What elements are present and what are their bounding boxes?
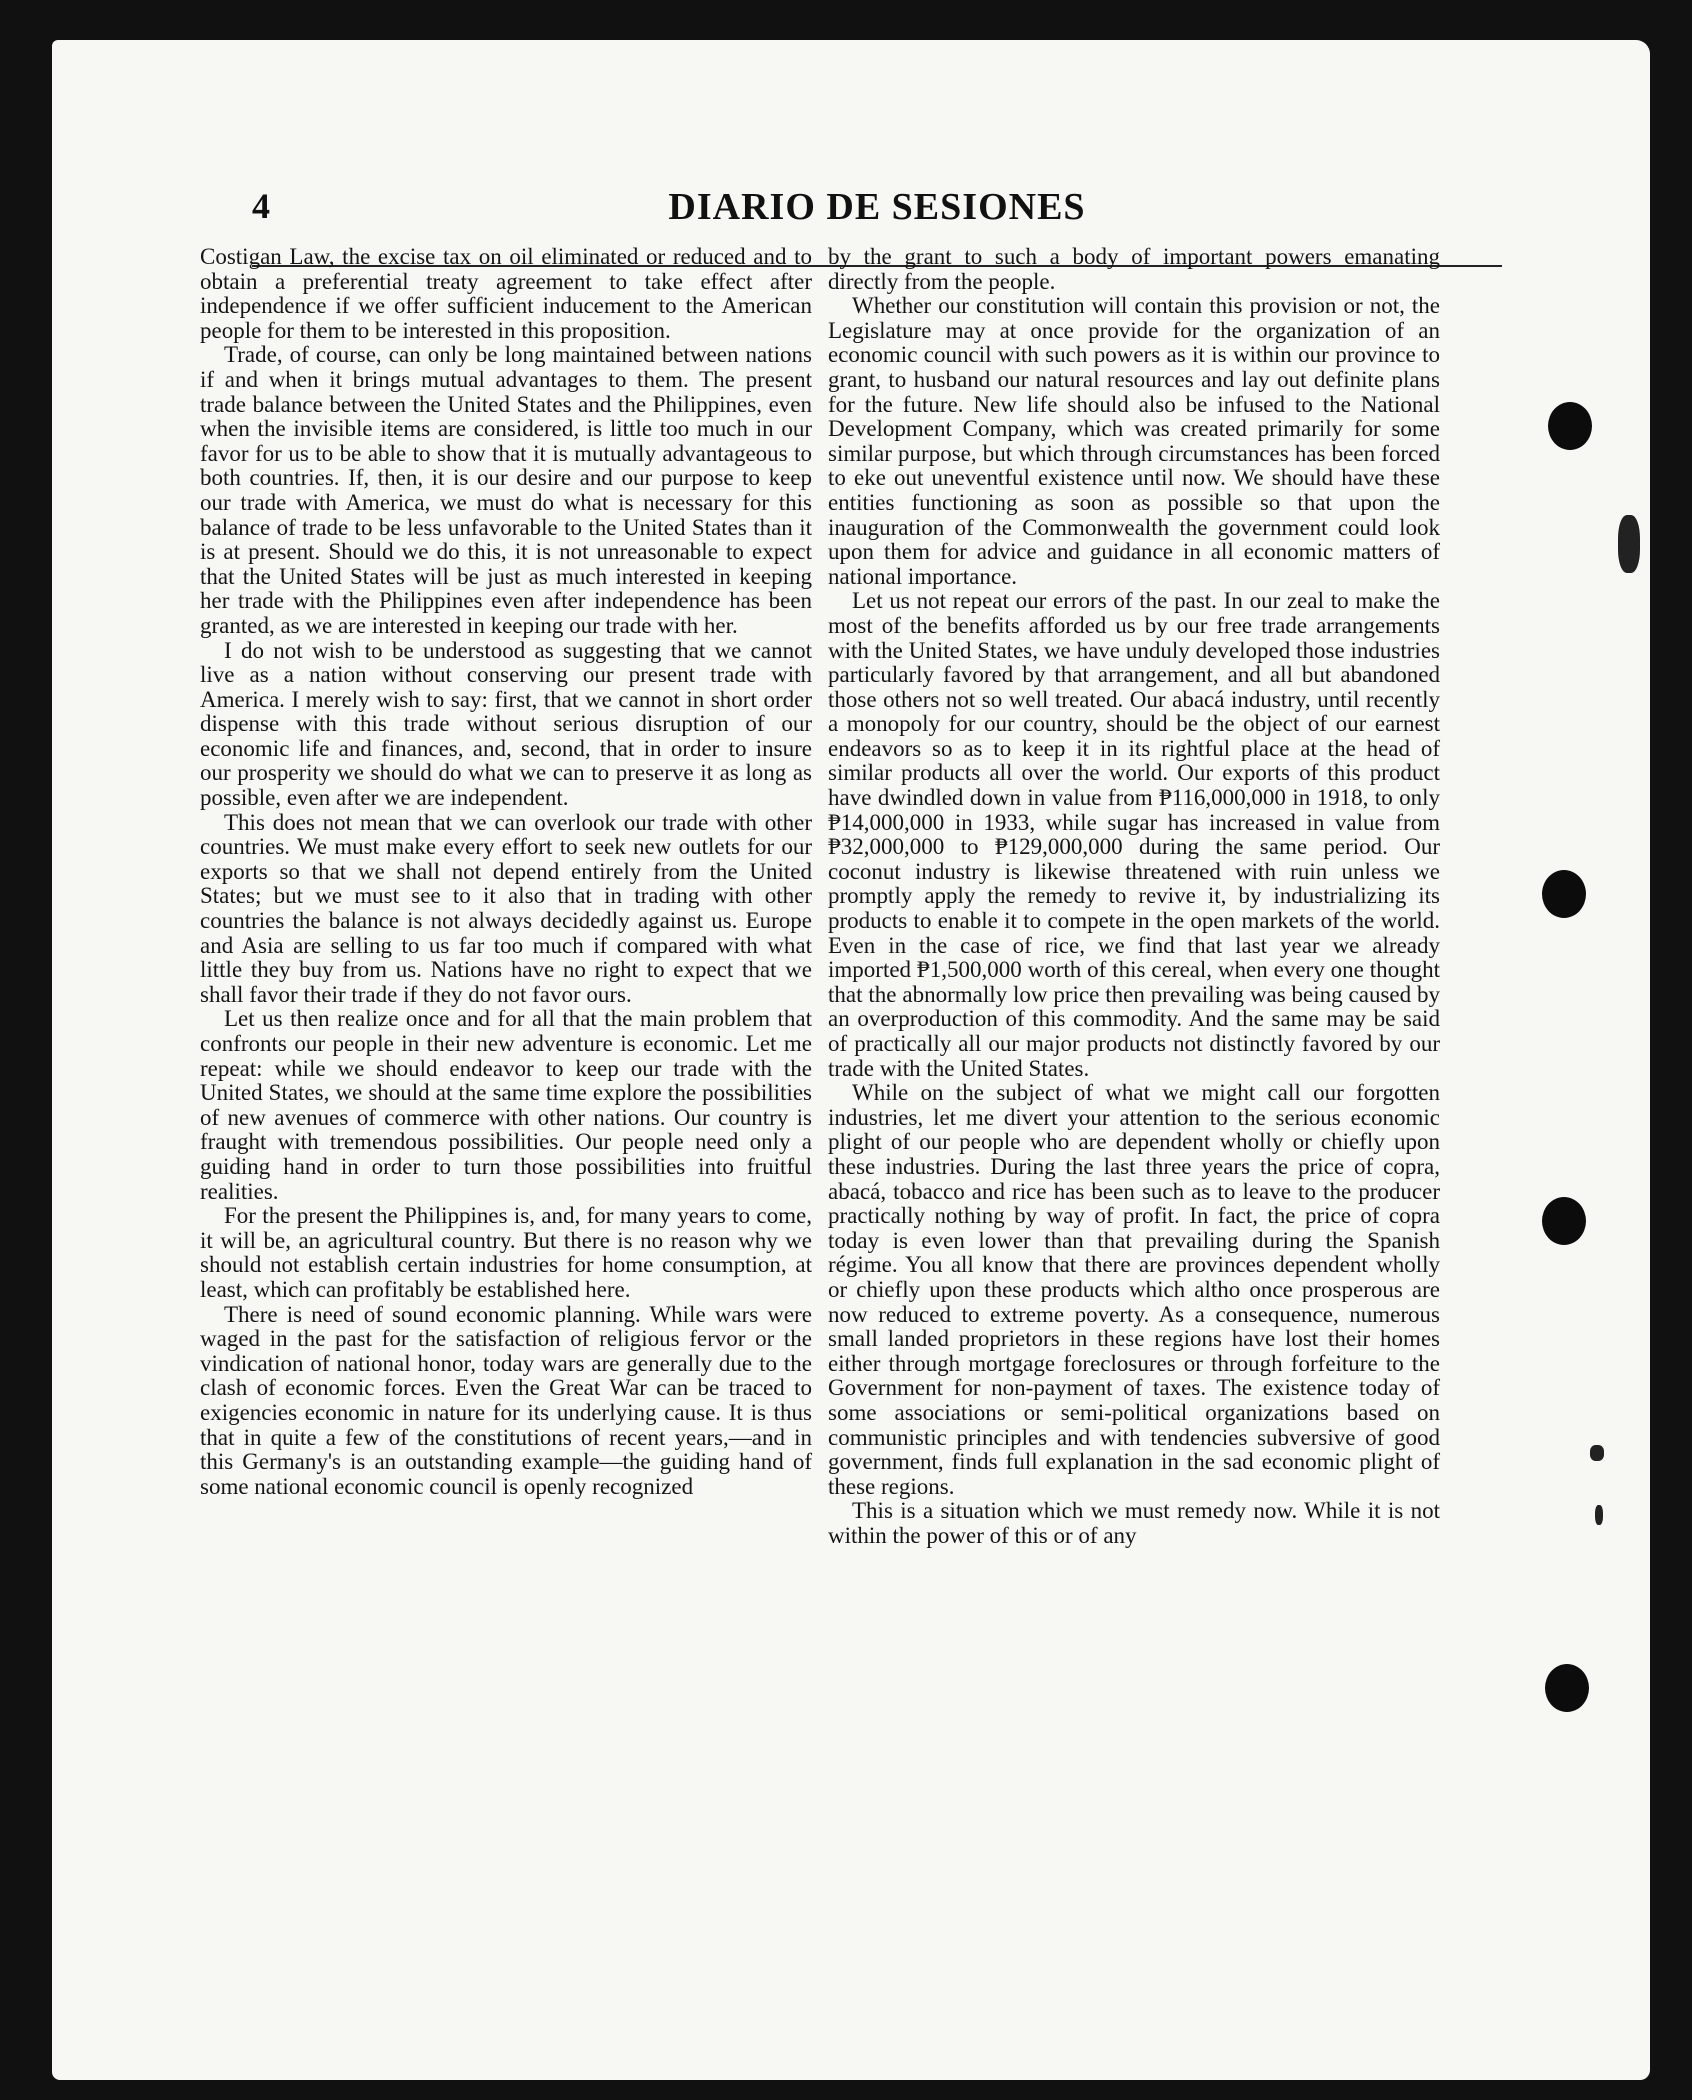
punch-hole-icon: [1548, 402, 1592, 450]
paragraph: by the grant to such a body of important powers emanating directly from the people.: [828, 244, 1440, 294]
torn-mark-icon: [1618, 515, 1640, 573]
paragraph: This is a situation which we must remedy now. While it is not within the power of this or of any: [828, 1498, 1440, 1548]
right-column: [828, 245, 1440, 1548]
page-number: 4: [252, 186, 270, 226]
ink-speck-icon: [1590, 1445, 1604, 1461]
ink-speck-icon: [1595, 1505, 1603, 1525]
paragraph: For the present the Philippines is, and, for many years to come, it will be, an agricultural country. But there is no reason why we should not establish certain industries for home consumption, at least, which can profitably be established here.: [200, 1203, 812, 1302]
left-column: [200, 245, 812, 1499]
punch-hole-icon: [1542, 1197, 1586, 1245]
paragraph: While on the subject of what we might call our forgotten industries, let me divert your attention to the serious economic plight of our people who are dependent wholly or chiefly upon these industries. During the last three years the price of copra, abacá, tobacco and rice has been such as to leave to the producer practically nothing by way of profit. In fact, the price of copra today is even lower than that prevailing during the Spanish régime. You all know that there are provinces dependent wholly or chiefly upon these products which altho once prosperous are now reduced to extreme poverty. As a consequence, numerous small landed proprietors in these regions have lost their homes either through mortgage foreclosures or through forfeiture to the Government for non-payment of taxes. The existence today of some associations or semi-political organizations based on communistic principles and with tendencies subversive of good government, finds full explanation in the sad economic plight of these regions.: [828, 1080, 1440, 1499]
paragraph: This does not mean that we can overlook our trade with other countries. We must make every effort to seek new outlets for our exports so that we shall not depend entirely from the United States; but we must see to it also that in trading with other countries the balance is not always decidedly against us. Europe and Asia are selling to us far too much if compared with what little they buy from us. Nations have no right to expect that we shall favor their trade if they do not favor ours.: [200, 809, 812, 1007]
paragraph: Let us not repeat our errors of the past. In our zeal to make the most of the benefits afforded us by our free trade arrangements with the United States, we have unduly developed those industries particularly favored by that arrangement, and all but abandoned those others not so well treated. Our abacá industry, until recently a monopoly for our country, should be the object of our earnest endeavors so as to keep it in its rightful place at the head of similar products all over the world. Our exports of this product have dwindled down in value from ₱116,000,000 in 1918, to only ₱14,000,000 in 1933, while sugar has increased in value from ₱32,000,000 to ₱129,000,000 during the same period. Our coconut industry is likewise threatened with ruin unless we promptly apply the remedy to revive it, by industrializing its products to enable it to compete in the open markets of the world. Even in the case of rice, we find that last year we already imported ₱1,500,000 worth of this cereal, when every one thought that the abnormally low price then prevailing was being caused by an overproduction of this commodity. And the same may be said of practically all our major products not distinctly favored by our trade with the United States.: [828, 588, 1440, 1081]
paragraph: Let us then realize once and for all that the main problem that confronts our people in their new adventure is economic. Let me repeat: while we should endeavor to keep our trade with the United States, we should at the same time explore the possibilities of new avenues of commerce with other nations. Our country is fraught with tremendous possibilities. Our people need only a guiding hand in order to turn those possibilities into fruitful realities.: [200, 1006, 812, 1204]
paragraph: Whether our constitution will contain this provision or not, the Legislature may at once provide for the organization of an economic council with such powers as it is within our province to grant, to husband our natural resources and lay out definite plans for the future. New life should also be infused to the National Development Company, which was created primarily for some similar purpose, but which through circumstances has been forced to eke out uneventful existence until now. We should have these entities functioning as soon as possible so that upon the inauguration of the Commonwealth the government could look upon them for advice and guidance in all economic matters of national importance.: [828, 293, 1440, 589]
paragraph: Costigan Law, the excise tax on oil eliminated or reduced and to obtain a preferential treaty agreement to take effect after independence if we offer sufficient inducement to the American people for them to be interested in this proposition.: [200, 244, 812, 343]
punch-hole-icon: [1545, 1664, 1589, 1712]
paragraph: I do not wish to be understood as suggesting that we cannot live as a nation without conserving our present trade with America. I merely wish to say: first, that we cannot in short order dispense with this trade without serious disruption of our economic life and finances, and, second, that in order to insure our prosperity we should do what we can to preserve it as long as possible, even after we are independent.: [200, 637, 812, 811]
running-title: DIARIO DE SESIONES: [668, 186, 1086, 228]
paragraph: Trade, of course, can only be long maintained between nations if and when it brings mutual advantages to them. The present trade balance between the United States and the Philippines, even when the invisible items are considered, is little too much in our favor for us to be able to show that it is mutually advantageous to both countries. If, then, it is our desire and our purpose to keep our trade with America, we must do what is necessary for this balance of trade to be less unfavorable to the United States than it is at present. Should we do this, it is not unreasonable to expect that the United States will be just as much interested in keeping her trade with the Philippines even after independence has been granted, as we are interested in keeping our trade with her.: [200, 342, 812, 638]
punch-hole-icon: [1542, 870, 1586, 918]
paragraph: There is need of sound economic planning. While wars were waged in the past for the satisfaction of religious fervor or the vindication of national honor, today wars are generally due to the clash of economic forces. Even the Great War can be traced to exigencies economic in nature for its underlying cause. It is thus that in quite a few of the constitutions of recent years,—and in this Germany's is an outstanding example—the guiding hand of some national economic council is openly recognized: [200, 1301, 812, 1499]
